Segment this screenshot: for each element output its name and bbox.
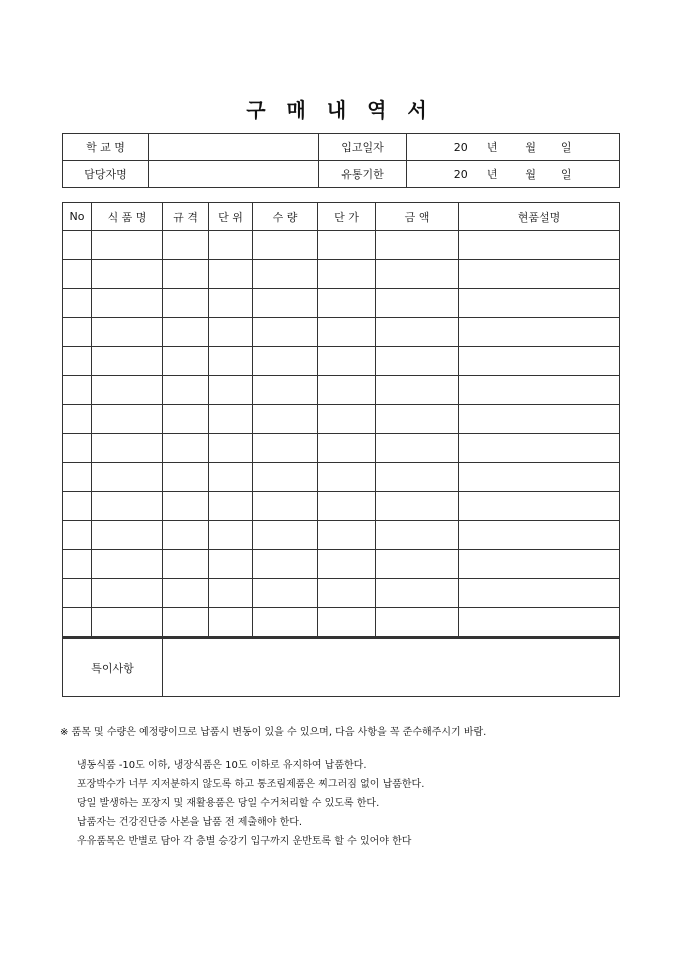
table-cell[interactable] [459,347,620,376]
table-cell[interactable] [63,434,92,463]
table-cell[interactable] [253,318,318,347]
table-row [63,405,620,434]
table-cell[interactable] [63,289,92,318]
table-cell[interactable] [459,434,620,463]
table-row [63,289,620,318]
table-cell[interactable] [376,434,459,463]
table-cell[interactable] [92,492,163,521]
table-row [63,521,620,550]
receive-date-field[interactable] [407,134,620,161]
table-cell[interactable] [92,318,163,347]
table-cell[interactable] [163,434,209,463]
table-cell[interactable] [459,521,620,550]
table-cell[interactable] [163,347,209,376]
table-row [63,579,620,608]
table-cell[interactable] [92,463,163,492]
school-label: 학 교 명 [63,134,149,161]
table-cell[interactable] [459,492,620,521]
table-cell[interactable] [163,608,209,637]
expiry-month-unit: 월 [525,168,537,181]
table-cell[interactable] [253,463,318,492]
table-cell[interactable] [376,376,459,405]
table-cell[interactable] [253,521,318,550]
table-cell[interactable] [163,405,209,434]
table-cell[interactable] [209,492,253,521]
table-cell[interactable] [209,405,253,434]
header-quantity: 수 량 [253,203,318,231]
table-cell[interactable] [92,608,163,637]
table-cell[interactable] [459,231,620,260]
table-cell[interactable] [253,289,318,318]
table-cell[interactable] [318,289,376,318]
manager-label: 담당자명 [63,161,149,188]
items-table [62,202,620,637]
table-cell[interactable] [209,521,253,550]
table-cell[interactable] [163,376,209,405]
table-cell[interactable] [92,521,163,550]
table-cell[interactable] [253,347,318,376]
table-cell[interactable] [163,521,209,550]
table-cell[interactable] [318,521,376,550]
receive-date-label: 입고일자 [319,134,407,161]
table-cell[interactable] [318,347,376,376]
table-cell[interactable] [163,289,209,318]
document-title: 구 매 내 역 서 [246,98,434,122]
table-cell[interactable] [318,376,376,405]
table-cell[interactable] [376,579,459,608]
table-cell[interactable] [63,608,92,637]
table-cell[interactable] [459,405,620,434]
note-item: 당일 발생하는 포장지 및 재활용품은 당일 수거처리할 수 있도록 한다. [77,798,380,809]
table-cell[interactable] [376,231,459,260]
table-cell[interactable] [253,260,318,289]
table-cell[interactable] [163,492,209,521]
table-cell[interactable] [459,376,620,405]
table-cell[interactable] [92,405,163,434]
table-cell[interactable] [92,550,163,579]
table-cell[interactable] [92,289,163,318]
table-row [63,376,620,405]
table-cell[interactable] [318,260,376,289]
note-item: 우유품목은 반별로 담아 각 층별 승강기 입구까지 운반토록 할 수 있어야 한다 [77,836,412,847]
table-cell[interactable] [63,231,92,260]
table-cell[interactable] [63,376,92,405]
table-cell[interactable] [63,521,92,550]
table-cell[interactable] [209,550,253,579]
table-cell[interactable] [63,550,92,579]
table-cell[interactable] [376,347,459,376]
table-row [63,434,620,463]
expiry-date-label: 유통기한 [319,161,407,188]
table-cell[interactable] [92,260,163,289]
expiry-year-unit: 년 [486,168,498,181]
remark-row [63,638,620,697]
remark-field[interactable] [163,638,620,697]
notes-section [60,723,486,851]
note-item: 납품자는 건강진단증 사본을 납품 전 제출해야 한다. [77,817,303,828]
table-cell[interactable] [209,289,253,318]
table-cell[interactable] [376,260,459,289]
manager-field[interactable] [149,161,319,188]
table-cell[interactable] [163,463,209,492]
header-unit-price: 단 가 [318,203,376,231]
table-cell[interactable] [253,492,318,521]
table-cell[interactable] [92,579,163,608]
table-cell[interactable] [163,579,209,608]
notes-head: ※ 품목 및 수량은 예정량이므로 납품시 변동이 있을 수 있으며, 다음 사항을 꼭 준수해주시기 바람. [60,727,487,738]
info-row-school [63,134,620,161]
table-cell[interactable] [376,521,459,550]
header-no: No [63,203,92,231]
table-cell[interactable] [209,260,253,289]
table-cell[interactable] [376,492,459,521]
header-unit: 단 위 [209,203,253,231]
table-cell[interactable] [92,231,163,260]
table-cell[interactable] [209,434,253,463]
table-cell[interactable] [459,260,620,289]
table-cell[interactable] [209,347,253,376]
table-cell[interactable] [63,463,92,492]
table-cell[interactable] [63,405,92,434]
table-cell[interactable] [63,318,92,347]
remark-label: 특이사항 [63,638,163,697]
table-cell[interactable] [376,608,459,637]
table-cell[interactable] [163,260,209,289]
items-header-row [63,203,620,231]
header-amount: 금 액 [376,203,459,231]
table-cell[interactable] [163,231,209,260]
table-cell[interactable] [376,405,459,434]
table-cell[interactable] [253,608,318,637]
table-cell[interactable] [92,347,163,376]
table-cell[interactable] [459,579,620,608]
table-cell[interactable] [318,463,376,492]
table-cell[interactable] [253,579,318,608]
table-cell[interactable] [92,434,163,463]
expiry-date-field[interactable] [407,161,620,188]
table-row [63,318,620,347]
table-cell[interactable] [459,463,620,492]
table-cell[interactable] [318,405,376,434]
table-cell[interactable] [253,231,318,260]
info-row-manager [63,161,620,188]
expiry-day-unit: 일 [560,168,572,181]
header-description: 현품설명 [459,203,620,231]
table-cell[interactable] [376,318,459,347]
header-food-name: 식 품 명 [92,203,163,231]
info-table [62,133,620,188]
table-cell[interactable] [253,434,318,463]
table-cell[interactable] [318,492,376,521]
note-item: 냉동식품 -10도 이하, 냉장식품은 10도 이하로 유지하여 납품한다. [77,760,367,771]
table-row [63,550,620,579]
table-cell[interactable] [376,289,459,318]
table-row [63,347,620,376]
table-cell[interactable] [63,579,92,608]
table-row [63,463,620,492]
table-cell[interactable] [376,550,459,579]
table-cell[interactable] [63,347,92,376]
expiry-year: 20 [453,168,468,181]
table-cell[interactable] [253,376,318,405]
receive-month-unit: 월 [525,141,537,154]
table-cell[interactable] [63,492,92,521]
receive-year: 20 [453,141,468,154]
note-item: 포장박수가 너무 지저분하지 않도록 하고 통조림제품은 찌그러짐 없이 납품한다. [77,779,425,790]
table-cell[interactable] [253,550,318,579]
table-cell[interactable] [209,463,253,492]
table-cell[interactable] [163,550,209,579]
table-cell[interactable] [459,318,620,347]
table-cell[interactable] [209,231,253,260]
table-row [63,492,620,521]
table-cell[interactable] [209,376,253,405]
receive-year-unit: 년 [486,141,498,154]
table-cell[interactable] [318,579,376,608]
school-field[interactable] [149,134,319,161]
table-row [63,260,620,289]
table-cell[interactable] [63,260,92,289]
table-cell[interactable] [163,318,209,347]
table-cell[interactable] [318,231,376,260]
table-cell[interactable] [459,550,620,579]
receive-day-unit: 일 [560,141,572,154]
remark-table [62,637,620,697]
table-cell[interactable] [318,434,376,463]
table-cell[interactable] [209,579,253,608]
table-cell[interactable] [459,289,620,318]
table-cell[interactable] [318,318,376,347]
table-cell[interactable] [92,376,163,405]
table-cell[interactable] [253,405,318,434]
table-cell[interactable] [318,550,376,579]
header-spec: 규 격 [163,203,209,231]
table-cell[interactable] [459,608,620,637]
table-cell[interactable] [209,608,253,637]
table-cell[interactable] [318,608,376,637]
table-cell[interactable] [376,463,459,492]
table-cell[interactable] [209,318,253,347]
table-row [63,231,620,260]
table-row [63,608,620,637]
